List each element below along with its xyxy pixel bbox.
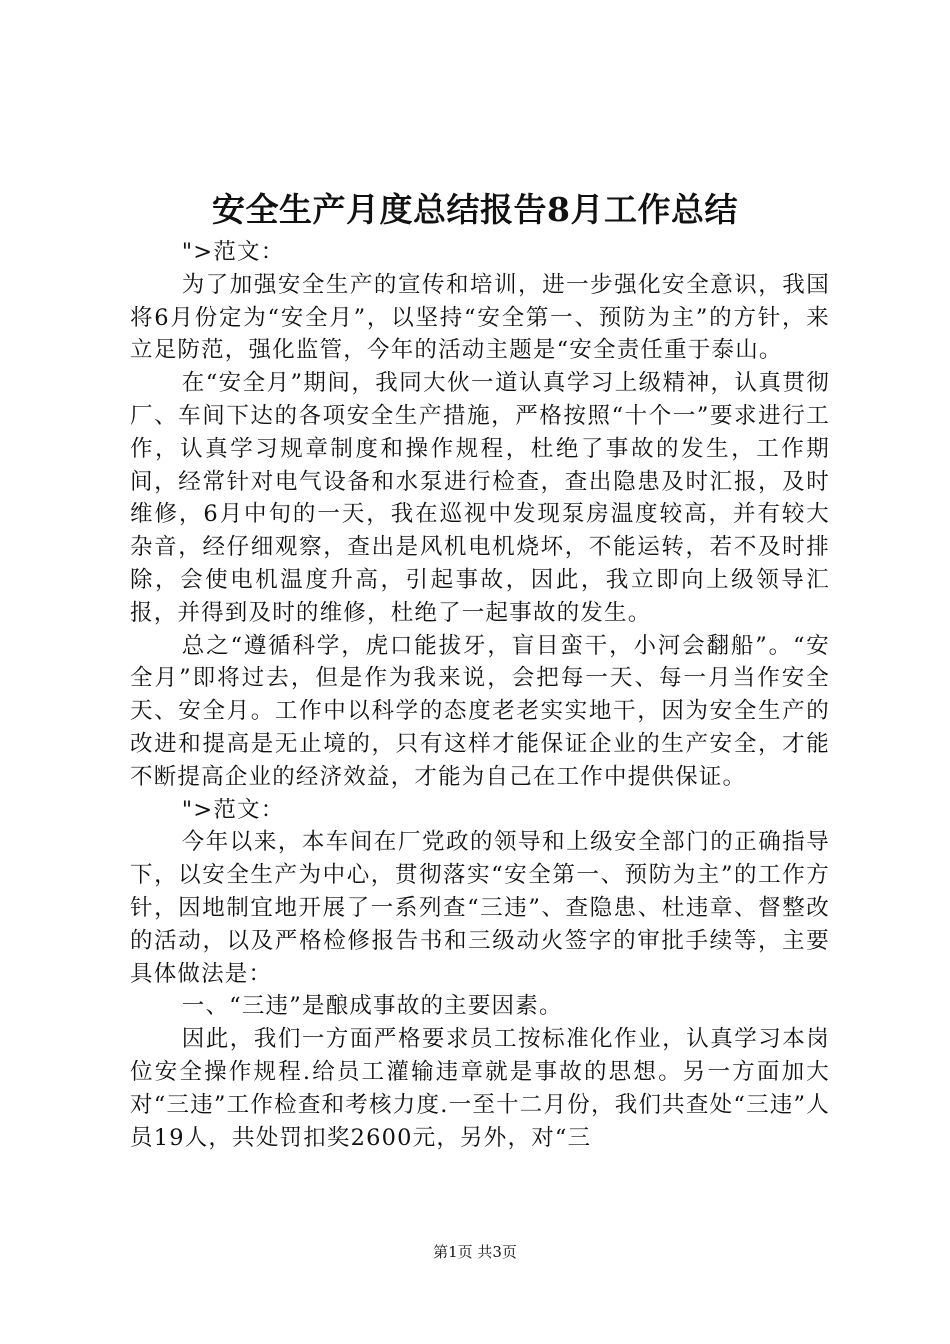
page-footer: 第1页 共3页 (433, 1243, 517, 1261)
paragraph-8: 因此，我们一方面严格要求员工按标准化作业，认真学习本岗位安全操作规程.给员工灌输违章就是事故的思想。另一方面加大对“三违”工作检查和考核力度.一至十二月份，我们共查处“三违”人员19人，共处罚扣奖2600元，另外，对“三 (130, 1026, 830, 1151)
paragraph-1: ">范文： (181, 239, 285, 265)
paragraph-4: 总之“遵循科学，虎口能拔牙，盲目蛮干，小河会翻船”。“安全月”即将过去，但是作为我来说，会把每一天、每一月当作安全天、安全月。工作中以科学的态度老老实实地干，因为安全生产的改进和提高是无止境的，只有这样才能保证企业的生产安全，才能不断提高企业的经济效益，才能为自己在工作中提供保证。 (130, 632, 830, 790)
paragraph-3: 在“安全月”期间，我同大伙一道认真学习上级精神，认真贯彻厂、车间下达的各项安全生产措施，严格按照“十个一”要求进行工作，认真学习规章制度和操作规程，杜绝了事故的发生，工作期间，经常针对电气设备和水泵进行检查，查出隐患及时汇报，及时维修，6月中旬的一天，我在巡视中发现泵房温度较高，并有较大杂音，经仔细观察，查出是风机电机烧坏，不能运转，若不及时排除，会使电机温度升高，引起事故，因此，我立即向上级领导汇报，并得到及时的维修，杜绝了一起事故的发生。 (130, 370, 830, 626)
paragraph-7: 一、“三违”是酿成事故的主要因素。 (181, 993, 563, 1020)
document-title: 安全生产月度总结报告8月工作总结 (212, 190, 738, 229)
paragraph-6: 今年以来，本车间在厂党政的领导和上级安全部门的正确指导下，以安全生产为中心，贯彻落实“安全第一、预防为主”的工作方针，因地制宜地开展了一系列查“三违”、查隐患、杜违章、督整改的活动，以及严格检修报告书和三级动火签字的审批手续等，主要具体做法是： (130, 829, 830, 987)
paragraph-2: 为了加强安全生产的宣传和培训，进一步强化安全意识，我国将6月份定为“安全月”，以坚持“安全第一、预防为主”的方针，来立足防范，强化监管，今年的活动主题是“安全责任重于泰山。 (130, 271, 830, 364)
document-body (130, 236, 830, 1154)
paragraph-5: ">范文： (181, 796, 285, 823)
